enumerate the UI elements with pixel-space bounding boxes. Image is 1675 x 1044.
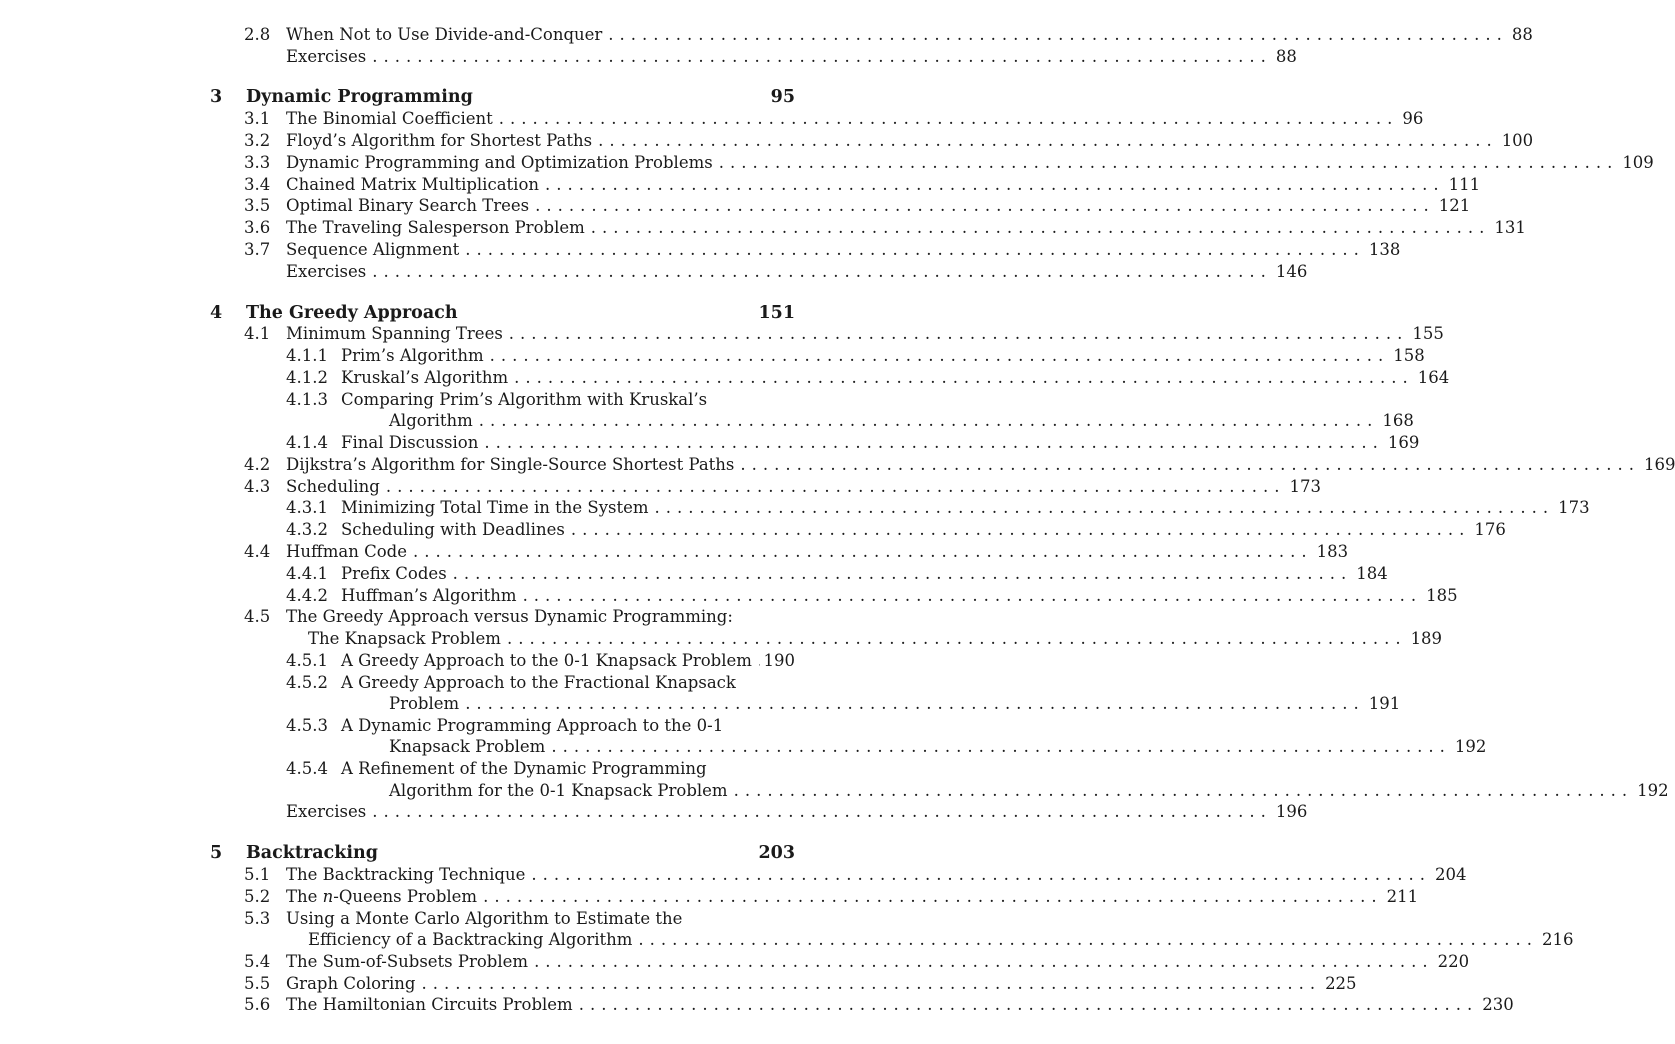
toc-entry-title: Huffman’s Algorithm [341, 586, 517, 605]
dot-leader: ................................................................................ [551, 737, 1451, 756]
toc-entry-row[interactable] [0, 345, 1425, 367]
toc-page-number: 151 [758, 303, 795, 323]
dot-leader: ................................................................................ [489, 346, 1390, 365]
toc-entry-title: Dynamic Programming [246, 87, 473, 107]
toc-page-number: 155 [1412, 324, 1444, 343]
toc-entry-title: Efficiency of a Backtracking Algorithm [308, 930, 633, 949]
toc-entry-row[interactable] [0, 715, 884, 737]
toc-entry-number: 5.1 [244, 865, 271, 884]
dot-leader: ................................................................................ [372, 802, 1272, 821]
toc-entry-number: 4.5 [244, 607, 271, 626]
dot-leader: ................................................................................ [452, 564, 1353, 583]
toc-entry-title: The Traveling Salesperson Problem [286, 218, 585, 237]
toc-entry-title: When Not to Use Divide-and-Conquer [286, 25, 603, 44]
toc-page-number: 176 [1474, 520, 1506, 539]
toc-entry-title: Exercises [286, 262, 367, 281]
toc-entry-title: Minimizing Total Time in the System [341, 498, 649, 517]
toc-page-number: 109 [1622, 153, 1654, 172]
toc-entry-row[interactable] [0, 736, 1487, 758]
toc-page-number: 121 [1438, 196, 1471, 215]
toc-entry-number: 4.5.3 [286, 716, 328, 735]
toc-entry-number: 5.6 [244, 995, 271, 1014]
toc-entry-number: 4.3 [244, 477, 271, 496]
toc-entry-number: 4.3.1 [286, 498, 328, 517]
toc-page-number: 190 [763, 651, 795, 670]
toc-entry-number: 4.5.4 [286, 759, 328, 778]
toc-entry-row[interactable] [0, 780, 1669, 802]
toc-entry-row[interactable] [0, 541, 1349, 563]
toc-entry-row[interactable] [0, 261, 1308, 283]
toc-entry-number: 3.6 [244, 218, 271, 237]
toc-entry-title: Chained Matrix Multiplication [286, 175, 540, 194]
toc-entry-number: 4.1.2 [286, 368, 328, 387]
toc-entry-title: Minimum Spanning Trees [286, 324, 503, 343]
toc-entry-title: The Greedy Approach [246, 303, 458, 323]
dot-leader: ................................................................................ [608, 25, 1508, 44]
toc-entry-title: Huffman Code [286, 542, 407, 561]
toc-entry-number: 3.3 [244, 153, 271, 172]
dot-leader: ................................................................................ [372, 47, 1272, 66]
toc-entry-number: 4.1.3 [286, 390, 328, 409]
toc-page-number: 169 [1387, 433, 1420, 452]
dot-leader: ................................................................................ [498, 109, 1399, 128]
toc-entry-row[interactable] [0, 994, 1514, 1016]
toc-entry-row[interactable] [0, 929, 1574, 951]
toc-entry-row[interactable] [0, 389, 884, 411]
toc-entry-row[interactable] [0, 563, 1388, 585]
dot-leader: ................................................................................ [718, 153, 1619, 172]
dot-leader: ................................................................................ [733, 781, 1634, 800]
toc-entry-title: Dynamic Programming and Optimization Problems [286, 153, 713, 172]
toc-entry-row[interactable] [0, 195, 1471, 217]
toc-entry-number: 5.5 [244, 974, 271, 993]
toc-page-number: 211 [1386, 887, 1419, 906]
toc-entry-number: 3.7 [244, 240, 271, 259]
toc-entry-number: 4.2 [244, 455, 271, 474]
dot-leader: ................................................................................ [522, 586, 1423, 605]
toc-page-number: 173 [1558, 498, 1590, 517]
toc-entry-row[interactable] [0, 497, 1590, 519]
dot-leader: ................................................................................ [590, 218, 1491, 237]
toc-page-number: 88 [1275, 47, 1297, 66]
toc-entry-row[interactable] [0, 606, 884, 628]
toc-entry-row[interactable] [0, 628, 1443, 650]
toc-entry-number: 4.1.4 [286, 433, 328, 452]
toc-page-number: 131 [1494, 218, 1526, 237]
toc-entry-row[interactable] [0, 693, 1401, 715]
toc-entry-row[interactable] [0, 650, 884, 672]
toc-entry-row[interactable] [0, 130, 1534, 152]
toc-chapter-row[interactable] [0, 86, 884, 108]
toc-entry-number: 4.5.2 [286, 673, 328, 692]
toc-entry-number: 4.3.2 [286, 520, 328, 539]
toc-entry-title: Prim’s Algorithm [341, 346, 484, 365]
dot-leader: ................................................................................ [740, 455, 1640, 474]
toc-entry-title: The Sum-of-Subsets Problem [286, 952, 529, 971]
toc-entry-number: 5.4 [244, 952, 271, 971]
toc-page-number: 146 [1275, 262, 1308, 281]
toc-entry-row[interactable] [0, 108, 1424, 130]
dot-leader: ................................................................................ [654, 498, 1555, 517]
toc-page-number: 230 [1482, 995, 1514, 1014]
dot-leader: ................................................................................ [478, 411, 1379, 430]
toc-entry-title: The Hamiltonian Circuits Problem [286, 995, 573, 1014]
toc-entry-row[interactable] [0, 672, 884, 694]
toc-entry-number: 3.5 [244, 196, 271, 215]
toc-page-number: 220 [1437, 952, 1470, 971]
toc-page-number: 168 [1382, 411, 1414, 430]
dot-leader: ................................................................................ [570, 520, 1471, 539]
toc-page-number: 96 [1402, 109, 1424, 128]
toc-page-number: 169 [1643, 455, 1675, 474]
toc-entry-number: 3 [210, 87, 223, 107]
toc-entry-row[interactable] [0, 476, 1321, 498]
toc-entry-row[interactable] [0, 432, 1420, 454]
toc-page-number: 95 [770, 87, 795, 107]
toc-entry-title: Comparing Prim’s Algorithm with Kruskal’s [341, 390, 708, 409]
toc-entry-number: 4.4 [244, 542, 271, 561]
toc-entry-row[interactable] [0, 410, 1414, 432]
toc-entry-title: Problem [389, 694, 460, 713]
toc-entry-title: Scheduling with Deadlines [341, 520, 565, 539]
toc-entry-row[interactable] [0, 886, 1419, 908]
toc-entry-row[interactable] [0, 454, 1675, 476]
toc-entry-title: The n-Queens Problem [286, 887, 478, 906]
toc-page-number: 158 [1393, 346, 1425, 365]
toc-entry-row[interactable] [0, 217, 1526, 239]
toc-entry-title: The Backtracking Technique [286, 865, 526, 884]
toc-entry-row[interactable] [0, 152, 1654, 174]
toc-entry-title: Final Discussion [341, 433, 479, 452]
dot-leader: ................................................................................ [598, 131, 1498, 150]
toc-page-number: 196 [1275, 802, 1308, 821]
toc-entry-number: 5.3 [244, 909, 271, 928]
toc-page-number: 100 [1501, 131, 1534, 150]
toc-page-number: 183 [1316, 542, 1349, 561]
dot-leader: ................................................................................ [508, 324, 1409, 343]
toc-entry-title: Algorithm [389, 411, 473, 430]
dot-leader: ................................................................................ [483, 887, 1383, 906]
toc-entry-number: 5.2 [244, 887, 271, 906]
toc-entry-row[interactable] [0, 367, 1450, 389]
toc-entry-title: The Knapsack Problem [308, 629, 501, 648]
dot-leader: ................................................................................ [545, 175, 1445, 194]
toc-entry-title: A Refinement of the Dynamic Programming [341, 759, 707, 778]
toc-entry-title: A Greedy Approach to the 0-1 Knapsack Problem [341, 651, 752, 670]
toc-entry-title: Algorithm for the 0-1 Knapsack Problem [389, 781, 728, 800]
toc-entry-title: Prefix Codes [341, 564, 447, 583]
toc-entry-title: Exercises [286, 47, 367, 66]
toc-page-number: 204 [1434, 865, 1467, 884]
dot-leader: ................................................................................ [534, 952, 1434, 971]
toc-entry-row[interactable] [0, 758, 884, 780]
toc-entry-title: Dijkstra’s Algorithm for Single-Source Shortest Paths [286, 455, 735, 474]
dot-leader: ................................................................................ [638, 930, 1538, 949]
dot-leader: ................................................................................ [465, 694, 1365, 713]
dot-leader: ................................................................................ [421, 974, 1322, 993]
toc-entry-row[interactable] [0, 24, 1533, 46]
toc-chapter-row[interactable] [0, 302, 884, 324]
toc-entry-number: 3.2 [244, 131, 271, 150]
toc-entry-title: Backtracking [246, 843, 378, 863]
toc-entry-row[interactable] [0, 973, 1357, 995]
toc-entry-number: 4.4.1 [286, 564, 328, 583]
toc-entry-title: Optimal Binary Search Trees [286, 196, 530, 215]
dot-leader: ................................................................................ [385, 477, 1286, 496]
toc-entry-title: Exercises [286, 802, 367, 821]
toc-entry-row[interactable] [0, 801, 1308, 823]
toc-page-number: 191 [1368, 694, 1401, 713]
toc-entry-number: 4.4.2 [286, 586, 328, 605]
toc-page-number: 111 [1448, 175, 1481, 194]
toc-page-number: 192 [1454, 737, 1487, 756]
toc-entry-title: A Greedy Approach to the Fractional Knapsack [341, 673, 736, 692]
toc-entry-title: Using a Monte Carlo Algorithm to Estimate the [286, 909, 683, 928]
toc-entry-row[interactable] [0, 864, 1467, 886]
dot-leader: ................................................................................ [535, 196, 1435, 215]
toc-entry-row[interactable] [0, 46, 1297, 68]
toc-entry-row[interactable] [0, 323, 1444, 345]
toc-entry-row[interactable] [0, 239, 1401, 261]
dot-leader: ................................................................................ [531, 865, 1431, 884]
dot-leader: ................................................................................ [506, 629, 1407, 648]
toc-entry-row[interactable] [0, 951, 1470, 973]
toc-entry-title: Sequence Alignment [286, 240, 460, 259]
toc-entry-title: The Binomial Coefficient [286, 109, 493, 128]
toc-entry-number: 2.8 [244, 25, 271, 44]
toc-page-number: 192 [1637, 781, 1669, 800]
toc-entry-row[interactable] [0, 585, 1458, 607]
dot-leader: ................................................................................ [412, 542, 1313, 561]
toc-entry-title: Kruskal’s Algorithm [341, 368, 509, 387]
toc-page-number: 138 [1368, 240, 1401, 259]
toc-entry-number: 3.1 [244, 109, 271, 128]
toc-page-number: 184 [1356, 564, 1388, 583]
dot-leader: ................................................................................ [372, 262, 1272, 281]
toc-page-number: 88 [1511, 25, 1533, 44]
toc-entry-number: 5 [210, 843, 223, 863]
toc-entry-number: 4.1 [244, 324, 271, 343]
toc-entry-number: 4.1.1 [286, 346, 328, 365]
toc-page-number: 185 [1426, 586, 1458, 605]
dot-leader: ................................................................................ [465, 240, 1365, 259]
toc-entry-number: 3.4 [244, 175, 271, 194]
dot-leader: ................................................................................ [578, 995, 1479, 1014]
toc-entry-title: A Dynamic Programming Approach to the 0-1 [341, 716, 724, 735]
toc-page-number: 203 [758, 843, 795, 863]
toc-entry-number: 4.5.1 [286, 651, 328, 670]
dot-leader: ................................................................................ [484, 433, 1384, 452]
dot-leader: ................................................................................ [514, 368, 1414, 387]
toc-entry-row[interactable] [0, 908, 884, 930]
toc-page-number: 225 [1325, 974, 1357, 993]
toc-page-number: 164 [1417, 368, 1450, 387]
toc-entry-row[interactable] [0, 174, 1481, 196]
toc-entry-title: Floyd’s Algorithm for Shortest Paths [286, 131, 593, 150]
toc-chapter-row[interactable] [0, 842, 884, 864]
toc-entry-title: The Greedy Approach versus Dynamic Programming: [286, 607, 733, 626]
toc-entry-title: Scheduling [286, 477, 380, 496]
toc-entry-row[interactable] [0, 519, 1506, 541]
toc-page-number: 216 [1542, 930, 1574, 949]
toc-entry-number: 4 [210, 303, 223, 323]
toc-entry-title: Knapsack Problem [389, 737, 546, 756]
toc-page-number: 189 [1410, 629, 1443, 648]
toc-page-number: 173 [1289, 477, 1321, 496]
toc-entry-title: Graph Coloring [286, 974, 416, 993]
